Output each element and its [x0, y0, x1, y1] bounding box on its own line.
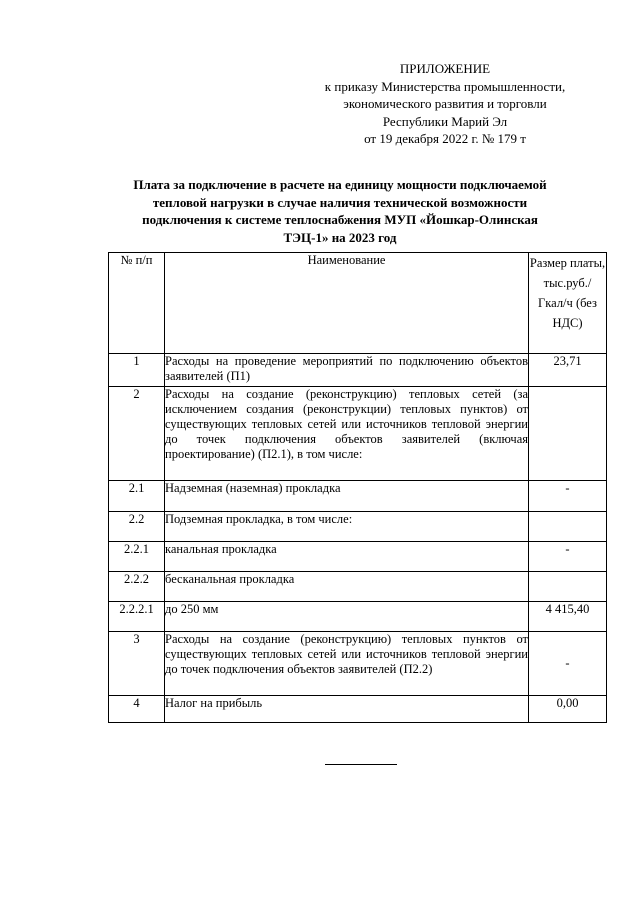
row-name: Расходы на создание (реконструкцию) тепловых пунктов от существующих тепловых сетей или источников тепловой энергии до точек подключения объектов заявителей (П2.2) — [165, 632, 529, 696]
row-number: 3 — [109, 632, 165, 696]
row-number: 1 — [109, 354, 165, 387]
row-number: 2.2.1 — [109, 542, 165, 572]
table-row — [109, 354, 607, 387]
row-number: 2 — [109, 387, 165, 481]
row-number: 2.2.2.1 — [109, 602, 165, 632]
row-name: Расходы на проведение мероприятий по подключению объектов заявителей (П1) — [165, 354, 529, 387]
table-row — [109, 542, 607, 572]
appendix-line: экономического развития и торговли — [343, 96, 547, 111]
row-value: - — [529, 481, 607, 512]
row-value: 23,71 — [529, 354, 607, 387]
table-row — [109, 387, 607, 481]
row-number: 2.2 — [109, 512, 165, 542]
row-number: 2.2.2 — [109, 572, 165, 602]
table-row — [109, 512, 607, 542]
row-name: Расходы на создание (реконструкцию) тепловых сетей (за исключением создания (реконструкции) тепловых пунктов) от существующих тепловых сетей или источников тепловой энергии до точек подключения объектов заявителей (включая проектирование) (П2.1), в том числе: — [165, 387, 529, 481]
title-line: Плата за подключение в расчете на единицу мощности подключаемой — [133, 177, 547, 192]
table-header-row — [109, 253, 607, 354]
row-name: бесканальная прокладка — [165, 572, 529, 602]
appendix-line: Республики Марий Эл — [382, 113, 508, 129]
appendix-heading: ПРИЛОЖЕНИЕ — [399, 61, 491, 76]
table-row — [109, 696, 607, 723]
row-value — [529, 387, 607, 481]
row-name: Надземная (наземная) прокладка — [165, 481, 529, 512]
appendix-block — [300, 60, 590, 148]
row-name: до 250 мм — [165, 602, 529, 632]
row-number: 4 — [109, 696, 165, 723]
title-line: подключения к системе теплоснабжения МУП «Йошкар-Олинская — [142, 212, 538, 227]
row-value — [529, 512, 607, 542]
row-value — [529, 572, 607, 602]
fee-table — [108, 252, 607, 723]
appendix-date-line: от 19 декабря 2022 г. № 179 т — [364, 131, 526, 146]
row-value: 4 415,40 — [529, 602, 607, 632]
footer-divider — [325, 764, 397, 765]
table-row — [109, 572, 607, 602]
title-line: тепловой нагрузки в случае наличия технической возможности — [152, 194, 528, 210]
header-fee-size: Размер платы, тыс.руб./ Гкал/ч (без НДС) — [529, 253, 607, 354]
title-line: ТЭЦ-1» на 2023 год — [283, 229, 397, 245]
appendix-line: к приказу Министерства промышленности, — [324, 78, 566, 94]
table-row — [109, 481, 607, 512]
row-value: 0,00 — [529, 696, 607, 723]
row-name: канальная прокладка — [165, 542, 529, 572]
table-row — [109, 632, 607, 696]
header-number: № п/п — [109, 253, 165, 354]
row-name: Подземная прокладка, в том числе: — [165, 512, 529, 542]
row-value: - — [529, 632, 607, 696]
document-title — [100, 176, 580, 246]
row-name: Налог на прибыль — [165, 696, 529, 723]
row-number: 2.1 — [109, 481, 165, 512]
header-name: Наименование — [165, 253, 529, 354]
row-value: - — [529, 542, 607, 572]
table-row — [109, 602, 607, 632]
